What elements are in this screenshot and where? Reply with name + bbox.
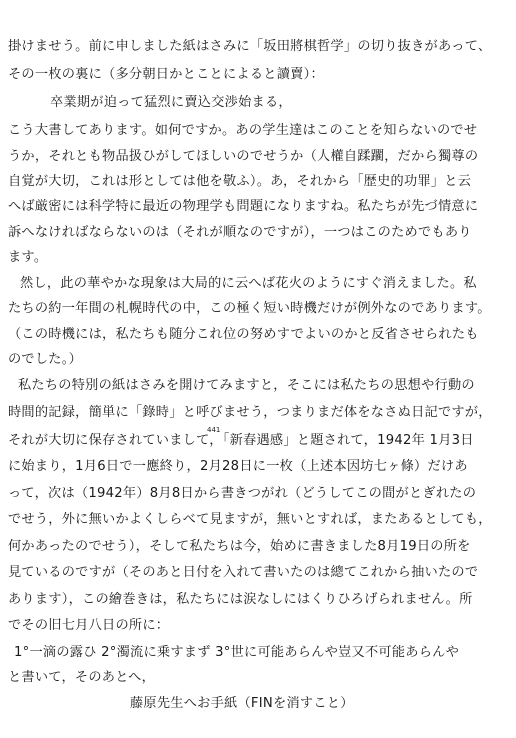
text-line: でせう，外に無いかよくしらべて見ますが，無いとすれば，またあるとしても， xyxy=(8,512,492,527)
text-line: 私たちの特別の紙はさみを開けてみますと，そこには私たちの思想や行動の xyxy=(18,378,475,393)
superscript-annotation: 441 xyxy=(207,426,221,434)
text-line: でその旧七月八日の所に： xyxy=(8,618,170,633)
text-line: と書いて，そのあとへ， xyxy=(8,670,156,685)
text-line: のでした。） xyxy=(8,352,83,367)
closing-line: 藤原先生へお手紙（FINを消すこと） xyxy=(130,696,354,711)
text-line: に始まり，1月6日で一應終り，2月28日に一枚（上述本因坊七ヶ條）だけあ xyxy=(8,459,468,474)
text-line: あります），この繪巻きは，私たちには涙なしにはくりひろげられません。所 xyxy=(8,592,473,607)
text-line: ます。 xyxy=(8,250,48,265)
text-line: 時間的記録，簡単に「錄時」と呼びませう，つまりまだ体をなさぬ日記ですが， xyxy=(8,405,492,420)
text-line: 1°一滴の露ひ 2°濁流に乗すまず 3°世に可能あらんや豈又不可能あらんや xyxy=(14,645,460,660)
text-line: 卒業期が迫って猛烈に賣込交渉始まる， xyxy=(50,95,292,110)
text-line: （この時機には，私たちも随分これ位の努めすでよいのかと反省させられたも xyxy=(8,327,479,342)
text-line: って，次は（1942年）8月8日から書きつがれ（どうしてこの間がとぎれたの xyxy=(8,486,477,501)
text-line: たちの約一年間の札幌時代の中，この極く短い時機だけが例外なのであります。 xyxy=(8,301,491,316)
text-line: 然し，此の華やかな現象は大局的に云へば花火のようにすぐ消えました。私 xyxy=(20,276,477,291)
text-line: それが大切に保存されていまして，「新春遇感」と題されて，1942年 1月3日 xyxy=(8,433,474,448)
text-line: 訴へなければならないのは（それが順なのですが），一つはこのためでもあり xyxy=(8,225,472,240)
text-line: うか，それとも物品扱ひがしてほしいのでせうか（人權自蹂躙，だから獨尊の xyxy=(8,149,479,164)
text-line: へば厳密には科学特に最近の物理学も問題になりますね。私たちが先づ情意に xyxy=(8,199,479,214)
text-line: その一枚の裏に（多分朝日かとことによると讀賣）： xyxy=(8,67,324,82)
text-line: 掛けませう。前に申しました紙はさみに「坂田將棋哲学」の切り抜きがあって、 xyxy=(8,39,492,54)
text-line: 自覚が大切，これは形としては他を敬ふ）。あ，それから「歴史的功罪」と云 xyxy=(8,174,472,189)
text-line: 何かあったのでせう），そして私たちは今，始めに書きました8月19日の所を xyxy=(8,539,471,554)
text-line: 見ているのですが（そのあと日付を入れて書いたのは總てこれから抽いたので xyxy=(8,565,479,580)
text-line: こう大書してあります。如何ですか。あの学生達はこのことを知らないのでせ xyxy=(8,123,478,138)
